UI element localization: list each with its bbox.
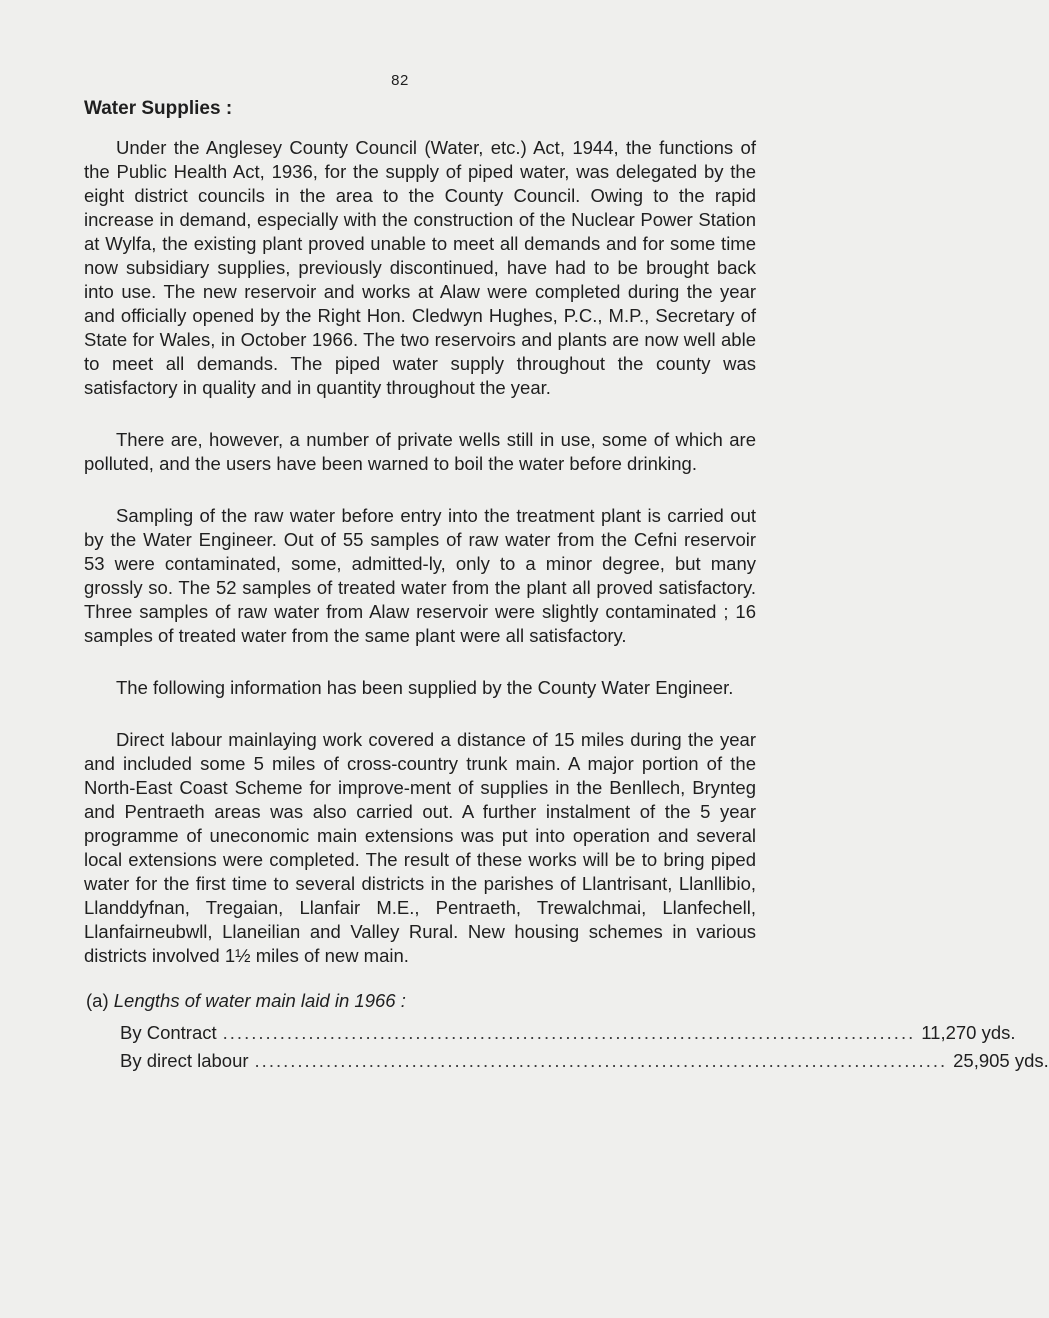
section-heading: Water Supplies : xyxy=(84,98,233,119)
row-value: 25,905 yds. xyxy=(953,1050,1049,1071)
lengths-title xyxy=(86,988,756,1014)
lengths-marker: (a) xyxy=(86,990,109,1011)
dot-leader: ................................................................................................. xyxy=(254,1050,948,1071)
paragraph-sampling: Sampling of the raw water before entry into the treatment plant is carried out by the Water Engineer. Out of 55 samples of raw water from the Cefni reservoir 53 were contaminated, some, admitted-ly, only to a minor degree, but many grossly so. The 52 samples of treated water from the plant all proved satisfactory. Three samples of raw water from Alaw reservoir were slightly contaminated ; 16 samples of treated water from the same plant were all satisfactory. xyxy=(84,505,756,646)
paragraph-private-wells: There are, however, a number of private wells still in use, some of which are polluted, and the users have been warned to boil the water before drinking. xyxy=(84,429,756,474)
paragraph-supply-overview: Under the Anglesey County Council (Water, etc.) Act, 1944, the functions of the Public Health Act, 1936, for the supply of piped water, was delegated by the eight district councils in the area to the County Council. Owing to the rapid increase in demand, especially with the construction of the Nuclear Power Station at Wylfa, the existing plant proved unable to meet all demands and for some time now subsidiary supplies, previously discontinued, have had to be brought back into use. The new reservoir and works at Alaw were completed during the year and officially opened by the Right Hon. Cledwyn Hughes, P.C., M.P., Secretary of State for Wales, in October 1966. The two reservoirs and plants are now well able to meet all demands. The piped water supply throughout the county was satisfactory in quality and in quantity throughout the year. xyxy=(84,137,756,398)
paragraph-mainlaying: Direct labour mainlaying work covered a distance of 15 miles during the year and included some 5 miles of cross-country trunk main. A major portion of the North-East Coast Scheme for improve-ment of supplies in the Benllech, Brynteg and Pentraeth areas was also carried out. A further instalment of the 5 year programme of uneconomic main extensions was put into operation and several local extensions were completed. The result of these works will be to bring piped water for the first time to several districts in the parishes of Llantrisant, Llanllibio, Llanddyfnan, Tregaian, Llanfair M.E., Pentraeth, Trewalchmai, Llanfechell, Llanfairneubwll, Llaneilian and Valley Rural. New housing schemes in various districts involved 1½ miles of new main. xyxy=(84,729,756,966)
content-area xyxy=(84,96,1049,1076)
lengths-row-direct-labour xyxy=(120,1048,1049,1076)
dot-leader: ................................................................................................. xyxy=(222,1022,916,1043)
page-number: 82 xyxy=(391,72,409,89)
lengths-title-text: Lengths of water main laid in 1966 : xyxy=(113,990,406,1011)
lengths-section xyxy=(86,988,1049,1076)
lengths-row-contract xyxy=(120,1020,1016,1048)
row-label: By Contract xyxy=(120,1022,217,1043)
row-value: 11,270 yds. xyxy=(921,1022,1016,1043)
paragraph-engineer-info: The following information has been supplied by the County Water Engineer. xyxy=(116,677,734,698)
row-label: By direct labour xyxy=(120,1050,249,1071)
